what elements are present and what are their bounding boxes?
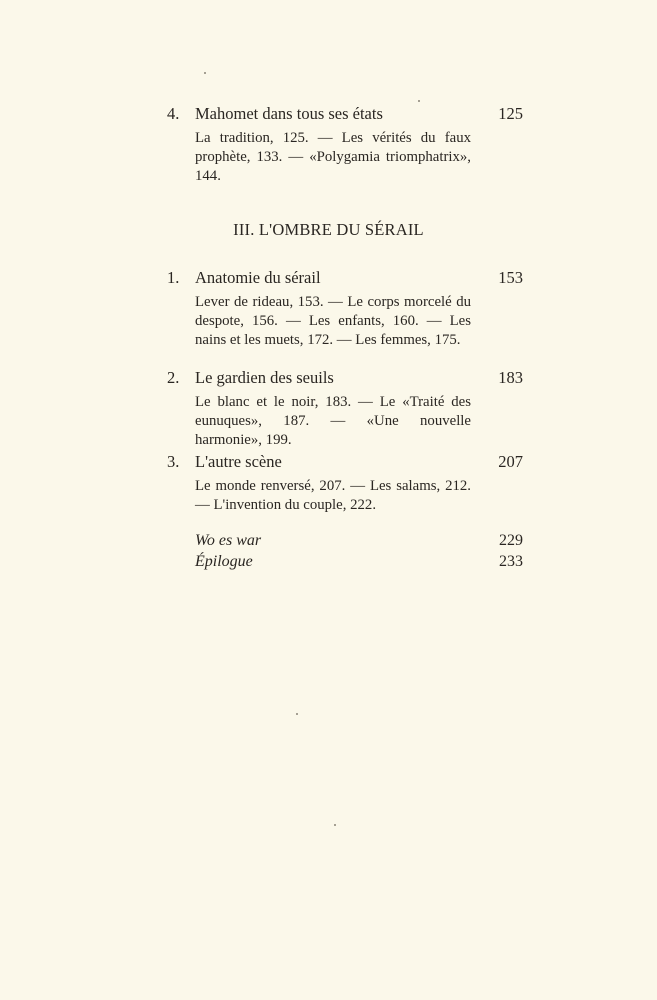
- entry-title: L'autre scène: [195, 452, 282, 471]
- paper-speck: [334, 824, 336, 826]
- toc-entry-4: [167, 104, 523, 124]
- entry-number: 3.: [167, 452, 180, 471]
- extra-page-number: 233: [499, 553, 523, 570]
- toc-entry-1: [167, 268, 523, 288]
- entry-page-number: 153: [498, 268, 523, 287]
- toc-entry-3: [167, 452, 523, 472]
- entry-title: Le gardien des seuils: [195, 368, 334, 387]
- paper-speck: [204, 72, 206, 74]
- entry-page-number: 207: [498, 452, 523, 471]
- entry-title: Mahomet dans tous ses états: [195, 104, 383, 123]
- extra-title: Wo es war: [195, 532, 262, 549]
- entry-number: 4.: [167, 104, 180, 123]
- entry-description: La tradition, 125. — Les vérités du faux prophète, 133. — «Polygamia triomphatrix», 144.: [195, 130, 471, 184]
- part-title: III. L'OMBRE DU SÉRAIL: [233, 220, 424, 239]
- entry-title: Anatomie du sérail: [195, 268, 321, 287]
- extra-title: Épilogue: [195, 553, 253, 570]
- entry-description: Le monde renversé, 207. — Les salams, 212. — L'invention du couple, 222.: [195, 478, 471, 513]
- paper-speck: [418, 100, 420, 102]
- entry-page-number: 125: [498, 104, 523, 123]
- extra-page-number: 229: [499, 532, 523, 549]
- toc-entry-2: [167, 368, 523, 388]
- toc-extra-wo-es-war: [195, 531, 523, 551]
- entry-description: Le blanc et le noir, 183. — Le «Traité des eunuques», 187. — «Une nouvelle harmonie», 199.: [195, 394, 471, 448]
- toc-extra-epilogue: [195, 552, 523, 572]
- entry-number: 1.: [167, 268, 180, 287]
- entry-description: Lever de rideau, 153. — Le corps morcelé du despote, 156. — Les enfants, 160. — Les nains et les muets, 172. — Les femmes, 175.: [195, 294, 471, 348]
- entry-page-number: 183: [498, 368, 523, 387]
- entry-number: 2.: [167, 368, 180, 387]
- paper-speck: [296, 713, 298, 715]
